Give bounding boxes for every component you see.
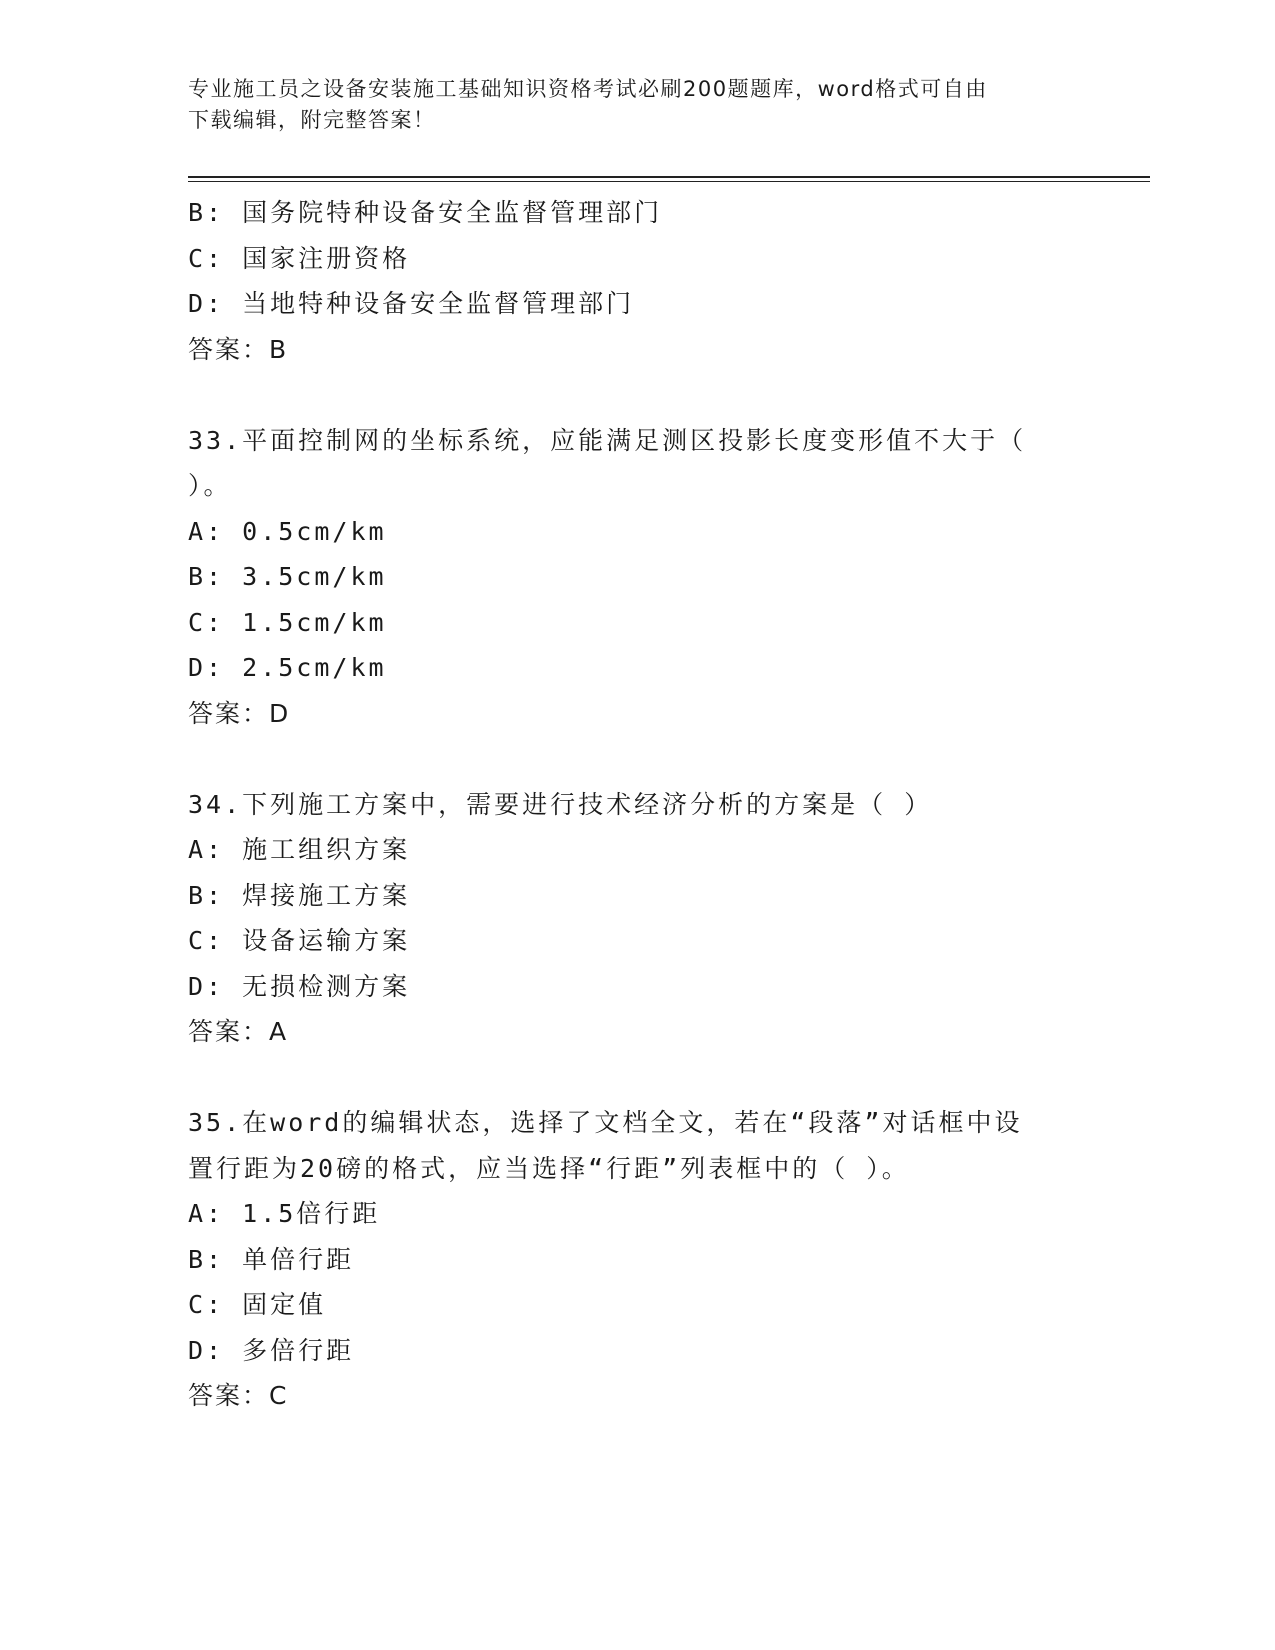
option-b: B: 国务院特种设备安全监督管理部门 xyxy=(188,198,663,227)
question-stem-cont: 置行距为20磅的格式，应当选择“行距”列表框中的（ ）。 xyxy=(188,1153,910,1183)
option-c: C: 固定值 xyxy=(188,1290,327,1319)
question-stem-cont: ）。 xyxy=(188,471,232,500)
option-c: C: 1.5cm/km xyxy=(188,607,387,637)
answer: 答案：C xyxy=(188,1381,289,1410)
question-34 xyxy=(188,782,1088,1055)
option-a: A: 0.5cm/km xyxy=(188,516,387,546)
header-divider xyxy=(188,176,1150,182)
option-a: A: 施工组织方案 xyxy=(188,835,411,864)
question-33 xyxy=(188,418,1088,737)
header-line-1: 专业施工员之设备安装施工基础知识资格考试必刷200题题库，word格式可自由 xyxy=(188,77,988,101)
question-stem: 35.在word的编辑状态，选择了文档全文，若在“段落”对话框中设 xyxy=(188,1108,1023,1137)
answer: 答案：D xyxy=(188,698,291,728)
answer: 答案：B xyxy=(188,334,289,364)
option-c: C: 设备运输方案 xyxy=(188,926,411,955)
option-a: A: 1.5倍行距 xyxy=(188,1199,381,1228)
answer: 答案：A xyxy=(188,1017,289,1046)
option-b: B: 焊接施工方案 xyxy=(188,880,411,910)
option-d: D: 当地特种设备安全监督管理部门 xyxy=(188,289,635,318)
header-line-2: 下载编辑，附完整答案！ xyxy=(188,108,436,132)
option-d: D: 2.5cm/km xyxy=(188,653,387,682)
option-d: D: 无损检测方案 xyxy=(188,971,411,1001)
option-b: B: 3.5cm/km xyxy=(188,562,387,591)
option-c: C: 国家注册资格 xyxy=(188,243,411,273)
spacer xyxy=(188,736,1088,782)
question-list xyxy=(188,190,1088,1419)
spacer xyxy=(188,1055,1088,1101)
question-32 xyxy=(188,190,1088,372)
question-stem: 34.下列施工方案中，需要进行技术经济分析的方案是（ ） xyxy=(188,789,933,819)
option-b: B: 单倍行距 xyxy=(188,1244,355,1274)
spacer xyxy=(188,372,1088,418)
document-header xyxy=(188,74,1068,136)
question-stem: 33.平面控制网的坐标系统，应能满足测区投影长度变形值不大于（ xyxy=(188,425,1027,455)
question-35 xyxy=(188,1100,1088,1419)
option-d: D: 多倍行距 xyxy=(188,1335,355,1365)
